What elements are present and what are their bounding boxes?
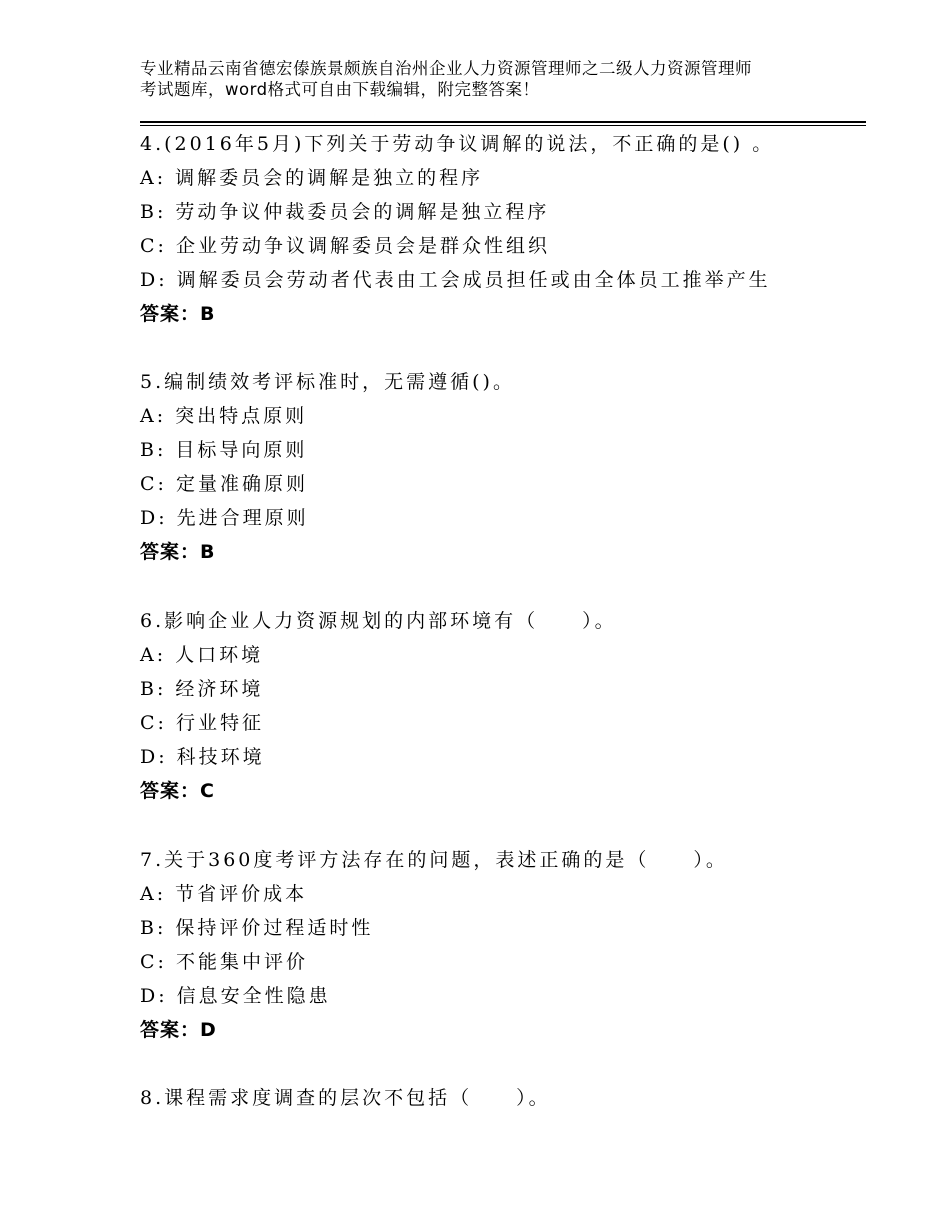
- answer: 答案：D: [140, 1019, 217, 1041]
- option-a: A: 调解委员会的调解是独立的程序: [140, 167, 484, 189]
- option-a: A: 突出特点原则: [140, 405, 308, 427]
- option-b: B: 保持评价过程适时性: [140, 917, 374, 939]
- option-a: A: 节省评价成本: [140, 883, 308, 905]
- answer: 答案：B: [140, 303, 216, 325]
- option-b: B: 目标导向原则: [140, 439, 308, 461]
- option-c: C: 行业特征: [140, 712, 264, 734]
- question-8: [140, 1081, 880, 1115]
- question-text: 5.编制绩效考评标准时，无需遵循()。: [140, 371, 515, 393]
- option-b: B: 劳动争议仲裁委员会的调解是独立程序: [140, 201, 550, 223]
- document-header: [140, 58, 840, 100]
- option-d: D: 调解委员会劳动者代表由工会成员担任或由全体员工推举产生: [140, 269, 771, 291]
- question-text: 6.影响企业人力资源规划的内部环境有（ ）。: [140, 610, 617, 632]
- question-text: 7.关于360度考评方法存在的问题，表述正确的是（ ）。: [140, 849, 728, 871]
- option-d: D: 科技环境: [140, 746, 265, 768]
- question-5: [140, 365, 880, 569]
- question-7: [140, 843, 880, 1047]
- question-4: [140, 127, 880, 331]
- header-rule-thick: [140, 121, 866, 123]
- option-a: A: 人口环境: [140, 644, 264, 666]
- option-c: C: 企业劳动争议调解委员会是群众性组织: [140, 235, 550, 257]
- option-b: B: 经济环境: [140, 678, 264, 700]
- answer: 答案：B: [140, 541, 216, 563]
- question-text: 4.(2016年5月)下列关于劳动争议调解的说法，不正确的是() 。: [140, 133, 775, 155]
- header-line-2: 考试题库，word格式可自由下载编辑，附完整答案！: [140, 80, 540, 99]
- question-text: 8.课程需求度调查的层次不包括（ ）。: [140, 1087, 551, 1109]
- option-d: D: 信息安全性隐患: [140, 985, 331, 1007]
- option-c: C: 定量准确原则: [140, 473, 308, 495]
- question-6: [140, 604, 880, 808]
- answer: 答案：C: [140, 780, 215, 802]
- option-c: C: 不能集中评价: [140, 951, 308, 973]
- option-d: D: 先进合理原则: [140, 507, 309, 529]
- header-line-1: 专业精品云南省德宏傣族景颇族自治州企业人力资源管理师之二级人力资源管理师: [140, 59, 752, 78]
- header-rule-thin: [140, 125, 866, 126]
